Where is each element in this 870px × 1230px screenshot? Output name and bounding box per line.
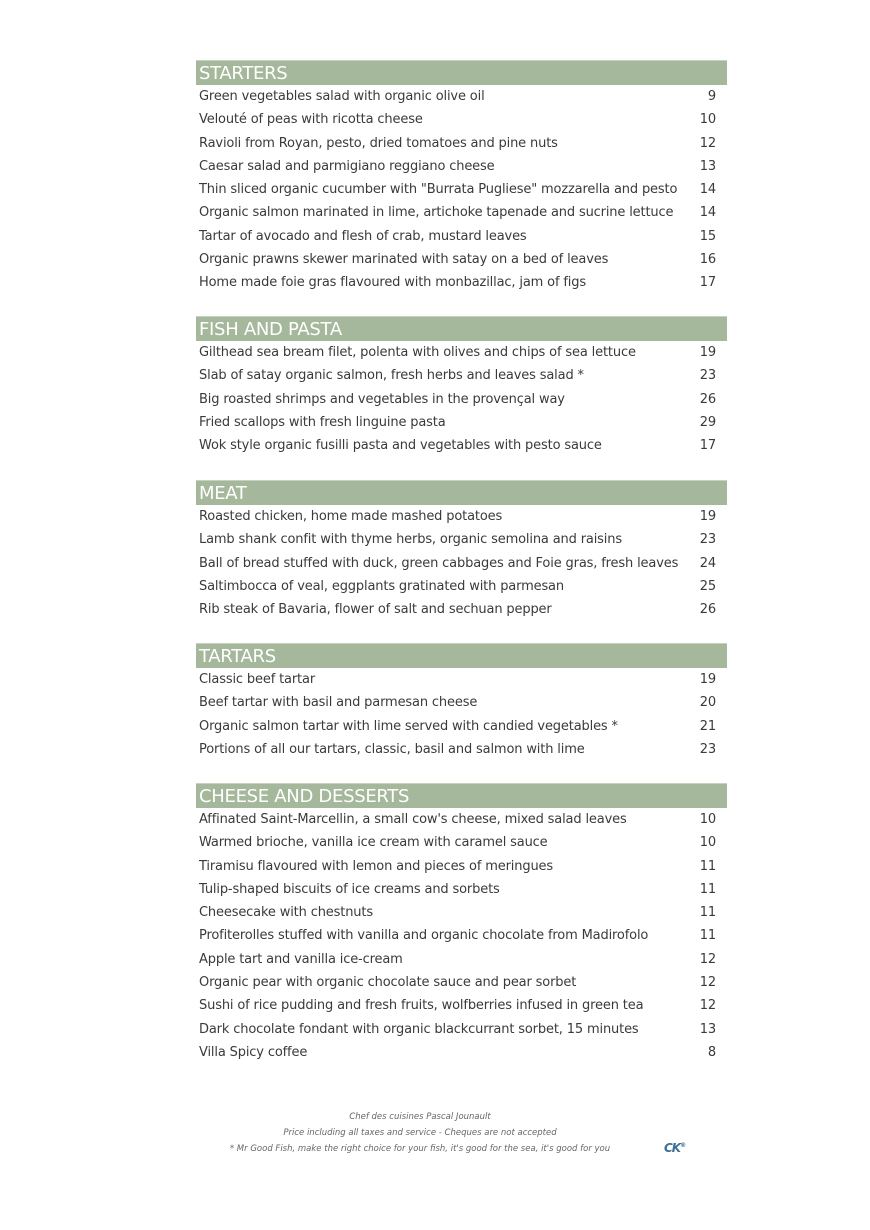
item-name: Tiramisu flavoured with lemon and pieces of meringues xyxy=(199,858,554,874)
item-name: Organic prawns skewer marinated with satay on a bed of leaves xyxy=(199,252,609,268)
item-price: 17 xyxy=(699,275,716,291)
menu-item xyxy=(196,855,727,878)
menu-item xyxy=(196,505,727,528)
item-name: Dark chocolate fondant with organic blackcurrant sorbet, 15 minutes xyxy=(199,1021,639,1037)
item-price: 24 xyxy=(699,555,716,571)
item-name: Portions of all our tartars, classic, basil and salmon with lime xyxy=(199,741,585,757)
menu-item xyxy=(196,388,727,411)
section-title: FISH AND PASTA xyxy=(196,316,727,341)
item-name: Saltimbocca of veal, eggplants gratinated with parmesan xyxy=(199,578,564,594)
item-price: 13 xyxy=(699,158,716,174)
item-name: Rib steak of Bavaria, flower of salt and sechuan pepper xyxy=(199,602,552,618)
menu-item xyxy=(196,1018,727,1041)
item-price: 12 xyxy=(699,998,716,1014)
item-name: Affinated Saint-Marcellin, a small cow's cheese, mixed salad leaves xyxy=(199,812,627,827)
item-price: 8 xyxy=(707,1044,716,1060)
item-price: 23 xyxy=(699,741,716,757)
footer-prices: Price including all taxes and service - Cheques are not accepted xyxy=(283,1128,557,1138)
item-price: 10 xyxy=(699,112,716,128)
item-name: Green vegetables salad with organic olive oil xyxy=(199,89,485,104)
menu-item xyxy=(196,411,727,434)
menu-item xyxy=(196,831,727,854)
item-price: 10 xyxy=(699,835,716,851)
item-price: 16 xyxy=(699,252,716,268)
item-price: 17 xyxy=(699,438,716,454)
section-title: MEAT xyxy=(196,480,727,505)
item-name: Thin sliced organic cucumber with "Burrata Pugliese" mozzarella and pesto xyxy=(199,182,678,198)
item-name: Cheesecake with chestnuts xyxy=(199,905,373,921)
menu-item xyxy=(196,201,727,224)
item-price: 11 xyxy=(699,928,716,944)
item-price: 12 xyxy=(699,135,716,151)
menu-item xyxy=(196,598,727,621)
menu-item xyxy=(196,364,727,387)
item-price: 26 xyxy=(699,602,716,618)
ck-logo-icon: CK® xyxy=(664,1141,686,1155)
footer xyxy=(200,1109,640,1157)
item-name: Sushi of rice pudding and fresh fruits, wolfberries infused in green tea xyxy=(199,998,644,1014)
menu-item xyxy=(196,994,727,1017)
item-price: 11 xyxy=(699,905,716,921)
menu-item xyxy=(196,225,727,248)
menu-item xyxy=(196,691,727,714)
menu-item xyxy=(196,341,727,364)
menu-item xyxy=(196,271,727,294)
item-price: 13 xyxy=(699,1021,716,1037)
item-name: Fried scallops with fresh linguine pasta xyxy=(199,414,446,430)
item-price: 9 xyxy=(707,89,716,104)
item-name: Warmed brioche, vanilla ice cream with caramel sauce xyxy=(199,835,548,851)
menu-item xyxy=(196,178,727,201)
item-name: Home made foie gras flavoured with monbazillac, jam of figs xyxy=(199,275,586,291)
menu-item xyxy=(196,85,727,108)
item-price: 11 xyxy=(699,858,716,874)
section-cheese-and-desserts xyxy=(196,783,727,1064)
menu-item xyxy=(196,528,727,551)
item-name: Organic salmon tartar with lime served with candied vegetables * xyxy=(199,718,618,734)
item-name: Organic salmon marinated in lime, artichoke tapenade and sucrine lettuce xyxy=(199,205,674,221)
item-price: 19 xyxy=(699,509,716,524)
section-meat xyxy=(196,480,727,621)
item-price: 14 xyxy=(699,205,716,221)
item-name: Villa Spicy coffee xyxy=(199,1044,308,1060)
menu-item xyxy=(196,715,727,738)
menu-item xyxy=(196,878,727,901)
section-title: TARTARS xyxy=(196,643,727,668)
item-price: 23 xyxy=(699,532,716,548)
section-tartars xyxy=(196,643,727,761)
item-name: Slab of satay organic salmon, fresh herbs and leaves salad * xyxy=(199,368,584,384)
footer-chef: Chef des cuisines Pascal Jounault xyxy=(349,1112,491,1122)
item-name: Tulip-shaped biscuits of ice creams and sorbets xyxy=(199,881,500,897)
item-name: Lamb shank confit with thyme herbs, organic semolina and raisins xyxy=(199,532,622,548)
item-name: Tartar of avocado and flesh of crab, mustard leaves xyxy=(199,228,527,244)
item-name: Organic pear with organic chocolate sauce and pear sorbet xyxy=(199,975,577,991)
item-name: Ravioli from Royan, pesto, dried tomatoes and pine nuts xyxy=(199,135,558,151)
section-fish-and-pasta xyxy=(196,316,727,457)
item-name: Big roasted shrimps and vegetables in the provençal way xyxy=(199,391,565,407)
menu-item xyxy=(196,575,727,598)
footer-note: * Mr Good Fish, make the right choice for your fish, it's good for the sea, it's good for you xyxy=(229,1144,611,1154)
item-name: Classic beef tartar xyxy=(199,672,316,687)
section-starters xyxy=(196,60,727,295)
item-name: Velouté of peas with ricotta cheese xyxy=(199,112,423,128)
item-price: 23 xyxy=(699,368,716,384)
item-name: Caesar salad and parmigiano reggiano cheese xyxy=(199,158,495,174)
section-title: CHEESE AND DESSERTS xyxy=(196,783,727,808)
item-price: 26 xyxy=(699,391,716,407)
item-price: 20 xyxy=(699,695,716,711)
menu-item xyxy=(196,948,727,971)
menu-item xyxy=(196,434,727,457)
menu-item xyxy=(196,1041,727,1064)
item-name: Beef tartar with basil and parmesan cheese xyxy=(199,695,478,711)
item-name: Ball of bread stuffed with duck, green cabbages and Foie gras, fresh leaves xyxy=(199,555,679,571)
item-name: Profiterolles stuffed with vanilla and organic chocolate from Madirofolo xyxy=(199,928,649,944)
item-price: 14 xyxy=(699,182,716,198)
item-price: 19 xyxy=(699,672,716,687)
item-price: 15 xyxy=(699,228,716,244)
menu-item xyxy=(196,738,727,761)
item-price: 10 xyxy=(699,812,716,827)
item-price: 25 xyxy=(699,578,716,594)
menu-item xyxy=(196,132,727,155)
section-title: STARTERS xyxy=(196,60,727,85)
item-price: 11 xyxy=(699,881,716,897)
item-name: Wok style organic fusilli pasta and vegetables with pesto sauce xyxy=(199,438,602,454)
logo-text: CK xyxy=(664,1141,681,1155)
item-name: Apple tart and vanilla ice-cream xyxy=(199,951,403,967)
menu-item xyxy=(196,668,727,691)
menu-item xyxy=(196,108,727,131)
menu-item xyxy=(196,971,727,994)
item-price: 19 xyxy=(699,345,716,360)
menu-item xyxy=(196,248,727,271)
item-price: 12 xyxy=(699,951,716,967)
item-price: 21 xyxy=(699,718,716,734)
item-name: Gilthead sea bream filet, polenta with olives and chips of sea lettuce xyxy=(199,345,636,360)
menu-item xyxy=(196,924,727,947)
menu-item xyxy=(196,552,727,575)
item-name: Roasted chicken, home made mashed potatoes xyxy=(199,509,503,524)
menu-item xyxy=(196,155,727,178)
menu-item xyxy=(196,808,727,831)
item-price: 29 xyxy=(699,414,716,430)
menu-item xyxy=(196,901,727,924)
item-price: 12 xyxy=(699,975,716,991)
